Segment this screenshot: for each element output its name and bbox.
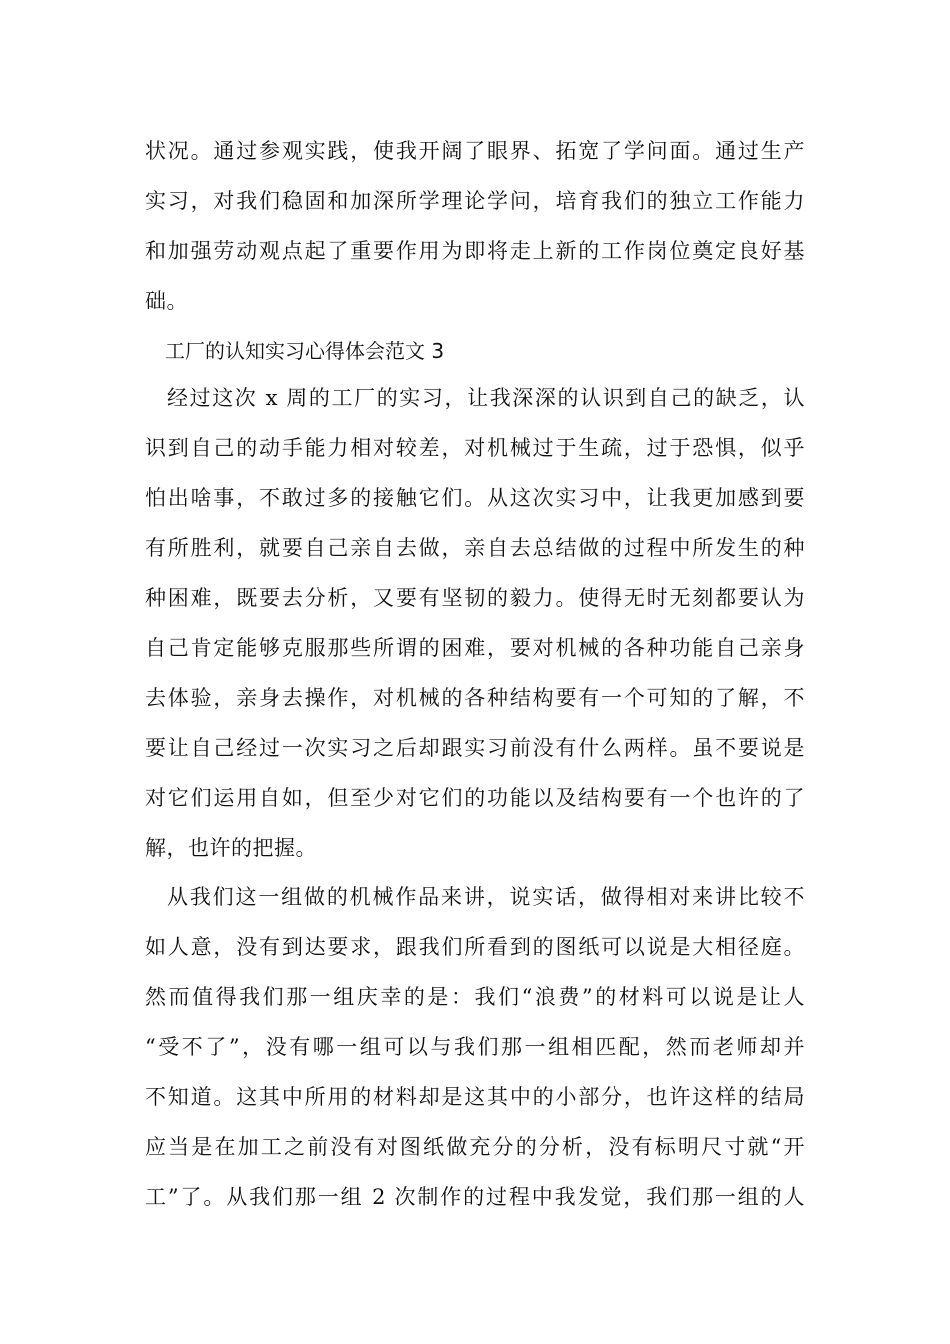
paragraph-line: 从我们这一组做的机械作品来讲，说实话，做得相对来讲比较不 (167, 885, 805, 909)
section-heading: 工厂的认知实习心得体会范文 3 (165, 339, 445, 363)
paragraph-line: 状况。通过参观实践，使我开阔了眼界、拓宽了学问面。通过生产 (145, 139, 805, 163)
paragraph-line: 有所胜利，就要自己亲自去做，亲自去总结做的过程中所发生的种 (145, 536, 805, 560)
paragraph-line: 应当是在加工之前没有对图纸做充分的分析，没有标明尺寸就“开 (145, 1135, 805, 1159)
paragraph-line: “受不了”，没有哪一组可以与我们那一组相匹配，然而老师却并 (145, 1035, 805, 1059)
paragraph-line: 要让自己经过一次实习之后却跟实习前没有什么两样。虽不要说是 (145, 736, 805, 760)
paragraph-line: 识到自己的动手能力相对较差，对机械过于生疏，过于恐惧，似乎 (145, 436, 805, 460)
paragraph-line: 自己肯定能够克服那些所谓的困难，要对机械的各种功能自己亲身 (145, 636, 805, 660)
paragraph-line: 解，也许的把握。 (145, 836, 317, 860)
paragraph-line: 如人意，没有到达要求，跟我们所看到的图纸可以说是大相径庭。 (145, 935, 805, 959)
paragraph-line: 和加强劳动观点起了重要作用为即将走上新的工作岗位奠定良好基 (145, 239, 805, 263)
paragraph-line: 种困难，既要去分析，又要有坚韧的毅力。使得无时无刻都要认为 (145, 586, 805, 610)
paragraph-line: 实习，对我们稳固和加深所学理论学问，培育我们的独立工作能力 (145, 189, 805, 213)
paragraph-line: 去体验，亲身去操作，对机械的各种结构要有一个可知的了解，不 (145, 686, 805, 710)
paragraph-line: 对它们运用自如，但至少对它们的功能以及结构要有一个也许的了 (145, 786, 805, 810)
paragraph-line: 工”了。从我们那一组 2 次制作的过程中我发觉，我们那一组的人 (145, 1185, 805, 1209)
paragraph-line: 础。 (145, 289, 188, 313)
paragraph-line: 怕出啥事，不敢过多的接触它们。从这次实习中，让我更加感到要 (145, 486, 805, 510)
paragraph-line: 然而值得我们那一组庆幸的是：我们“浪费”的材料可以说是让人 (145, 985, 805, 1009)
paragraph-line: 经过这次 x 周的工厂的实习，让我深深的认识到自己的缺乏，认 (167, 386, 805, 410)
paragraph-line: 不知道。这其中所用的材料却是这其中的小部分，也许这样的结局 (145, 1085, 805, 1109)
